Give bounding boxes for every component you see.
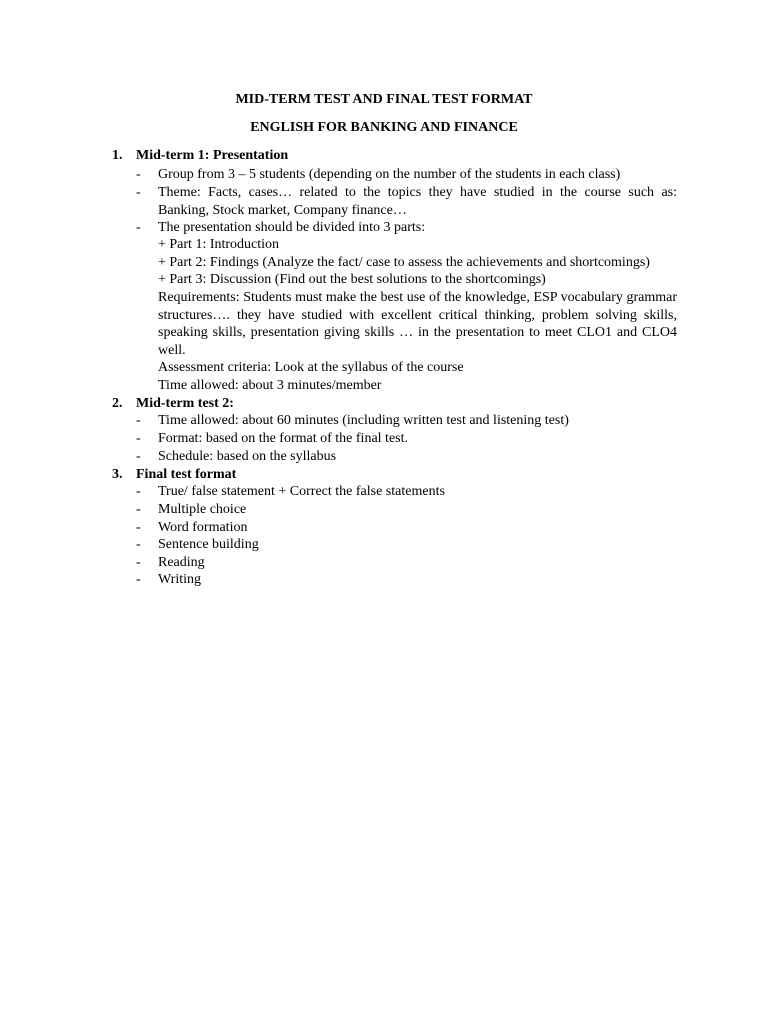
requirements-paragraph: Requirements: Students must make the best use of the knowledge, ESP vocabulary grammar structures…. they have studied with excellent critical thinking, problem solving skills, speaking skills, presentation giving skills … in the presentation to meet CLO1 and CLO4 well. <box>158 290 677 358</box>
section-number: 1. <box>112 148 123 163</box>
bullet-dash: - <box>136 502 141 517</box>
bullet-dash: - <box>136 413 141 428</box>
list-item-text: Writing <box>158 572 201 587</box>
bullet-dash: - <box>136 572 141 587</box>
list-item-text: Multiple choice <box>158 502 247 517</box>
bullet-dash: - <box>136 520 141 535</box>
list-item-text: Theme: Facts, cases… related to the topics they have studied in the course such as: Banking, Stock market, Company finance… <box>158 185 677 218</box>
bullet-dash: - <box>136 537 141 552</box>
part-line: + Part 1: Introduction <box>158 237 280 252</box>
list-item-text: Word formation <box>158 520 248 535</box>
bullet-dash: - <box>136 555 141 570</box>
bullet-dash: - <box>136 185 141 200</box>
section-title: Final test format <box>136 467 237 482</box>
list-item-text: Format: based on the format of the final test. <box>158 431 408 446</box>
list-item-text: Group from 3 – 5 students (depending on the number of the students in each class) <box>158 167 621 182</box>
section-title: Mid-term 1: Presentation <box>136 148 289 163</box>
document-title: MID-TERM TEST AND FINAL TEST FORMAT <box>235 92 533 107</box>
list-item-text: The presentation should be divided into 3 parts: <box>158 220 426 235</box>
part-line: + Part 2: Findings (Analyze the fact/ case to assess the achievements and shortcomings) <box>158 255 650 270</box>
list-item-text: Schedule: based on the syllabus <box>158 449 337 464</box>
document-subtitle: ENGLISH FOR BANKING AND FINANCE <box>250 120 518 135</box>
assessment-line: Assessment criteria: Look at the syllabus of the course <box>158 360 464 375</box>
bullet-dash: - <box>136 431 141 446</box>
bullet-dash: - <box>136 167 141 182</box>
list-item-text: Reading <box>158 555 205 570</box>
section-number: 3. <box>112 467 123 482</box>
bullet-dash: - <box>136 484 141 499</box>
time-allowed-line: Time allowed: about 3 minutes/member <box>158 378 382 393</box>
list-item-text: Time allowed: about 60 minutes (including written test and listening test) <box>158 413 569 428</box>
part-line: + Part 3: Discussion (Find out the best solutions to the shortcomings) <box>158 272 546 287</box>
list-item-text: True/ false statement + Correct the false statements <box>158 484 445 499</box>
list-item-text: Sentence building <box>158 537 259 552</box>
section-title: Mid-term test 2: <box>136 396 234 411</box>
section-number: 2. <box>112 396 123 411</box>
bullet-dash: - <box>136 449 141 464</box>
bullet-dash: - <box>136 220 141 235</box>
